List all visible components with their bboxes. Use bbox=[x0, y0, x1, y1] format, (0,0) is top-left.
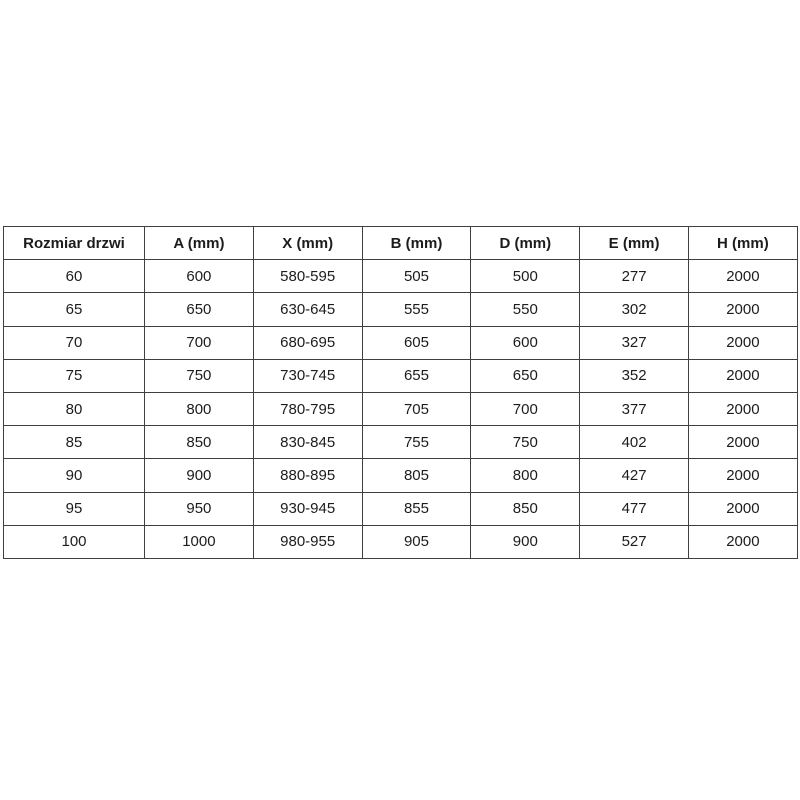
table-cell: 750 bbox=[471, 426, 580, 459]
table-cell: 680-695 bbox=[253, 326, 362, 359]
table-cell: 555 bbox=[362, 293, 471, 326]
table-cell: 2000 bbox=[688, 525, 797, 558]
table-cell: 650 bbox=[471, 359, 580, 392]
table-cell: 800 bbox=[471, 459, 580, 492]
table-cell: 95 bbox=[4, 492, 145, 525]
table-cell: 850 bbox=[471, 492, 580, 525]
table-cell: 65 bbox=[4, 293, 145, 326]
table-row bbox=[4, 459, 798, 492]
table-cell: 980-955 bbox=[253, 525, 362, 558]
table-cell: 780-795 bbox=[253, 392, 362, 425]
table-cell: 750 bbox=[145, 359, 254, 392]
table-cell: 900 bbox=[145, 459, 254, 492]
table-cell: 650 bbox=[145, 293, 254, 326]
table-cell: 2000 bbox=[688, 426, 797, 459]
table-cell: 500 bbox=[471, 260, 580, 293]
table-cell: 600 bbox=[471, 326, 580, 359]
table-cell: 755 bbox=[362, 426, 471, 459]
table-cell: 90 bbox=[4, 459, 145, 492]
table-cell: 600 bbox=[145, 260, 254, 293]
table-cell: 277 bbox=[580, 260, 689, 293]
column-header: B (mm) bbox=[362, 227, 471, 260]
table-cell: 580-595 bbox=[253, 260, 362, 293]
table-cell: 850 bbox=[145, 426, 254, 459]
table-cell: 630-645 bbox=[253, 293, 362, 326]
table-cell: 905 bbox=[362, 525, 471, 558]
column-header: H (mm) bbox=[688, 227, 797, 260]
column-header: A (mm) bbox=[145, 227, 254, 260]
table-row bbox=[4, 426, 798, 459]
table-cell: 700 bbox=[145, 326, 254, 359]
table-cell: 100 bbox=[4, 525, 145, 558]
table-cell: 880-895 bbox=[253, 459, 362, 492]
table-cell: 402 bbox=[580, 426, 689, 459]
table-cell: 2000 bbox=[688, 492, 797, 525]
table-cell: 70 bbox=[4, 326, 145, 359]
table-cell: 855 bbox=[362, 492, 471, 525]
table-cell: 2000 bbox=[688, 260, 797, 293]
table-cell: 950 bbox=[145, 492, 254, 525]
spec-table bbox=[3, 226, 798, 559]
table-cell: 2000 bbox=[688, 459, 797, 492]
table-cell: 327 bbox=[580, 326, 689, 359]
table-row bbox=[4, 293, 798, 326]
table-cell: 60 bbox=[4, 260, 145, 293]
table-cell: 80 bbox=[4, 392, 145, 425]
table-row bbox=[4, 525, 798, 558]
table-cell: 85 bbox=[4, 426, 145, 459]
table-cell: 830-845 bbox=[253, 426, 362, 459]
table-cell: 505 bbox=[362, 260, 471, 293]
table-row bbox=[4, 392, 798, 425]
table-cell: 930-945 bbox=[253, 492, 362, 525]
table-row bbox=[4, 359, 798, 392]
column-header: E (mm) bbox=[580, 227, 689, 260]
table-cell: 805 bbox=[362, 459, 471, 492]
table-header bbox=[4, 227, 798, 260]
header-row bbox=[4, 227, 798, 260]
table-body bbox=[4, 260, 798, 559]
table-cell: 477 bbox=[580, 492, 689, 525]
table-cell: 800 bbox=[145, 392, 254, 425]
table-cell: 352 bbox=[580, 359, 689, 392]
table-cell: 2000 bbox=[688, 359, 797, 392]
table-cell: 605 bbox=[362, 326, 471, 359]
table-cell: 700 bbox=[471, 392, 580, 425]
table-cell: 730-745 bbox=[253, 359, 362, 392]
table-row bbox=[4, 260, 798, 293]
table-row bbox=[4, 326, 798, 359]
column-header: D (mm) bbox=[471, 227, 580, 260]
table-cell: 302 bbox=[580, 293, 689, 326]
table-cell: 2000 bbox=[688, 326, 797, 359]
table-cell: 705 bbox=[362, 392, 471, 425]
table-cell: 900 bbox=[471, 525, 580, 558]
table-cell: 75 bbox=[4, 359, 145, 392]
table-cell: 527 bbox=[580, 525, 689, 558]
column-header: Rozmiar drzwi bbox=[4, 227, 145, 260]
table-cell: 2000 bbox=[688, 392, 797, 425]
table-cell: 377 bbox=[580, 392, 689, 425]
table-cell: 1000 bbox=[145, 525, 254, 558]
table-cell: 427 bbox=[580, 459, 689, 492]
column-header: X (mm) bbox=[253, 227, 362, 260]
table-cell: 550 bbox=[471, 293, 580, 326]
table-row bbox=[4, 492, 798, 525]
table-cell: 2000 bbox=[688, 293, 797, 326]
table-cell: 655 bbox=[362, 359, 471, 392]
